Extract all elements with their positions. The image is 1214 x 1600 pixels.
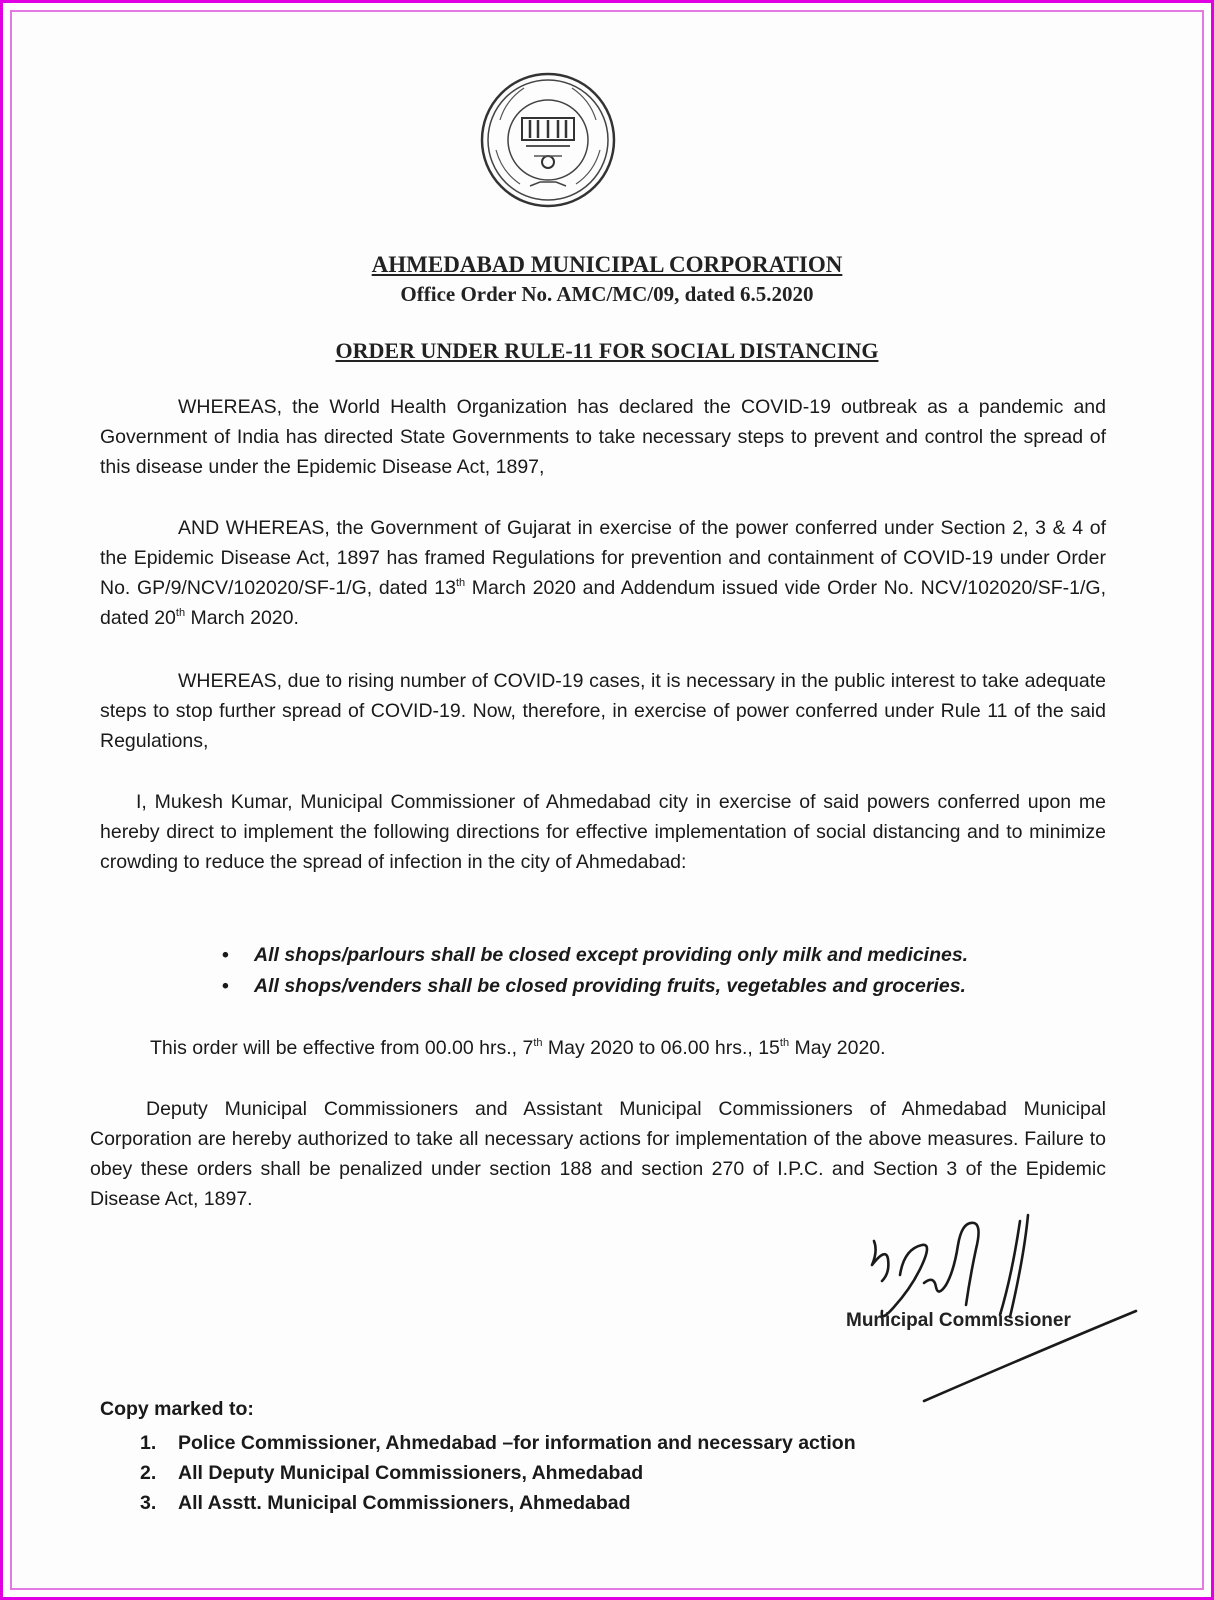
corporation-seal-icon bbox=[478, 70, 618, 210]
list-item bbox=[140, 1488, 856, 1518]
effective-superscript-2: th bbox=[779, 1037, 790, 1049]
para2-text-b: March 2020 and Addendum issued vide Order No. NCV/102020/SF-1/G, dated 20 bbox=[100, 577, 1106, 629]
direction-item bbox=[222, 971, 1102, 1002]
effective-superscript-1: th bbox=[533, 1037, 543, 1049]
para2-superscript-1: th bbox=[455, 577, 466, 589]
office-order-number: Office Order No. AMC/MC/09, dated 6.5.2020 bbox=[400, 282, 814, 306]
direction-item bbox=[222, 940, 1102, 971]
copy-recipients-list bbox=[140, 1428, 856, 1518]
paragraph-whereas-gujarat bbox=[100, 513, 1106, 633]
paragraph-whereas-who: WHEREAS, the World Health Organization has declared the COVID-19 outbreak as a pandemic and Government of India has directed State Governments to take necessary steps to prevent and control the spread of this disease under the Epidemic Disease Act, 1897, bbox=[100, 396, 1106, 478]
list-item-text: All Asstt. Municipal Commissioners, Ahmedabad bbox=[178, 1492, 631, 1514]
para2-text-c: March 2020. bbox=[185, 607, 299, 629]
paragraph-authorization: Deputy Municipal Commissioners and Assistant Municipal Commissioners of Ahmedabad Municipal Corporation are hereby authorized to take all necessary actions for implementation of the above measures. Failure to obey these orders shall be penalized under section 188 and section 270 of I.P.C. and Section 3 of the Epidemic Disease Act, 1897. bbox=[90, 1098, 1106, 1210]
effective-period bbox=[150, 1033, 1110, 1063]
direction-text: All shops/venders shall be closed providing fruits, vegetables and groceries. bbox=[254, 975, 966, 997]
bullet-icon: • bbox=[222, 944, 229, 966]
list-item-text: All Deputy Municipal Commissioners, Ahmedabad bbox=[178, 1462, 644, 1484]
copy-marked-heading: Copy marked to: bbox=[100, 1398, 254, 1420]
list-item-number: 3. bbox=[140, 1492, 157, 1514]
para2-text-a: AND WHEREAS, the Government of Gujarat in exercise of the power conferred under Section 2, 3 & 4 of the Epidemic Disease Act, 1897 has framed Regulations for prevention and containment of COVID-19 under Order No. GP/9/NCV/102020/SF-1/G, dated 13 bbox=[100, 517, 1106, 599]
bullet-icon: • bbox=[222, 975, 229, 997]
effective-text-b: May 2020 to 06.00 hrs., 15 bbox=[542, 1037, 780, 1059]
order-heading: ORDER UNDER RULE-11 FOR SOCIAL DISTANCING bbox=[335, 338, 879, 363]
direction-text: All shops/parlours shall be closed except providing only milk and medicines. bbox=[254, 944, 969, 966]
paragraph-commissioner-direction: I, Mukesh Kumar, Municipal Commissioner of Ahmedabad city in exercise of said powers conferred upon me hereby direct to implement the following directions for effective implementation of social distancing and to minimize crowding to reduce the spread of infection in the city of Ahmedabad: bbox=[100, 791, 1106, 873]
organization-title: AHMEDABAD MUNICIPAL CORPORATION bbox=[371, 252, 843, 277]
signatory-designation: Municipal Commissioner bbox=[846, 1310, 1071, 1331]
signature-icon bbox=[840, 1205, 1140, 1405]
para2-superscript-2: th bbox=[175, 607, 186, 619]
list-item-number: 2. bbox=[140, 1462, 157, 1484]
list-item-number: 1. bbox=[140, 1432, 157, 1454]
list-item bbox=[140, 1428, 856, 1458]
effective-text-c: May 2020. bbox=[789, 1037, 886, 1059]
list-item-text: Police Commissioner, Ahmedabad –for information and necessary action bbox=[178, 1432, 856, 1454]
directions-list bbox=[222, 940, 1102, 1002]
list-item bbox=[140, 1458, 856, 1488]
effective-text-a: This order will be effective from 00.00 hrs., 7 bbox=[150, 1037, 534, 1059]
paragraph-whereas-rising-cases: WHEREAS, due to rising number of COVID-19 cases, it is necessary in the public interest to take adequate steps to stop further spread of COVID-19. Now, therefore, in exercise of power conferred under Rule 11 of the said Regulations, bbox=[100, 670, 1106, 752]
